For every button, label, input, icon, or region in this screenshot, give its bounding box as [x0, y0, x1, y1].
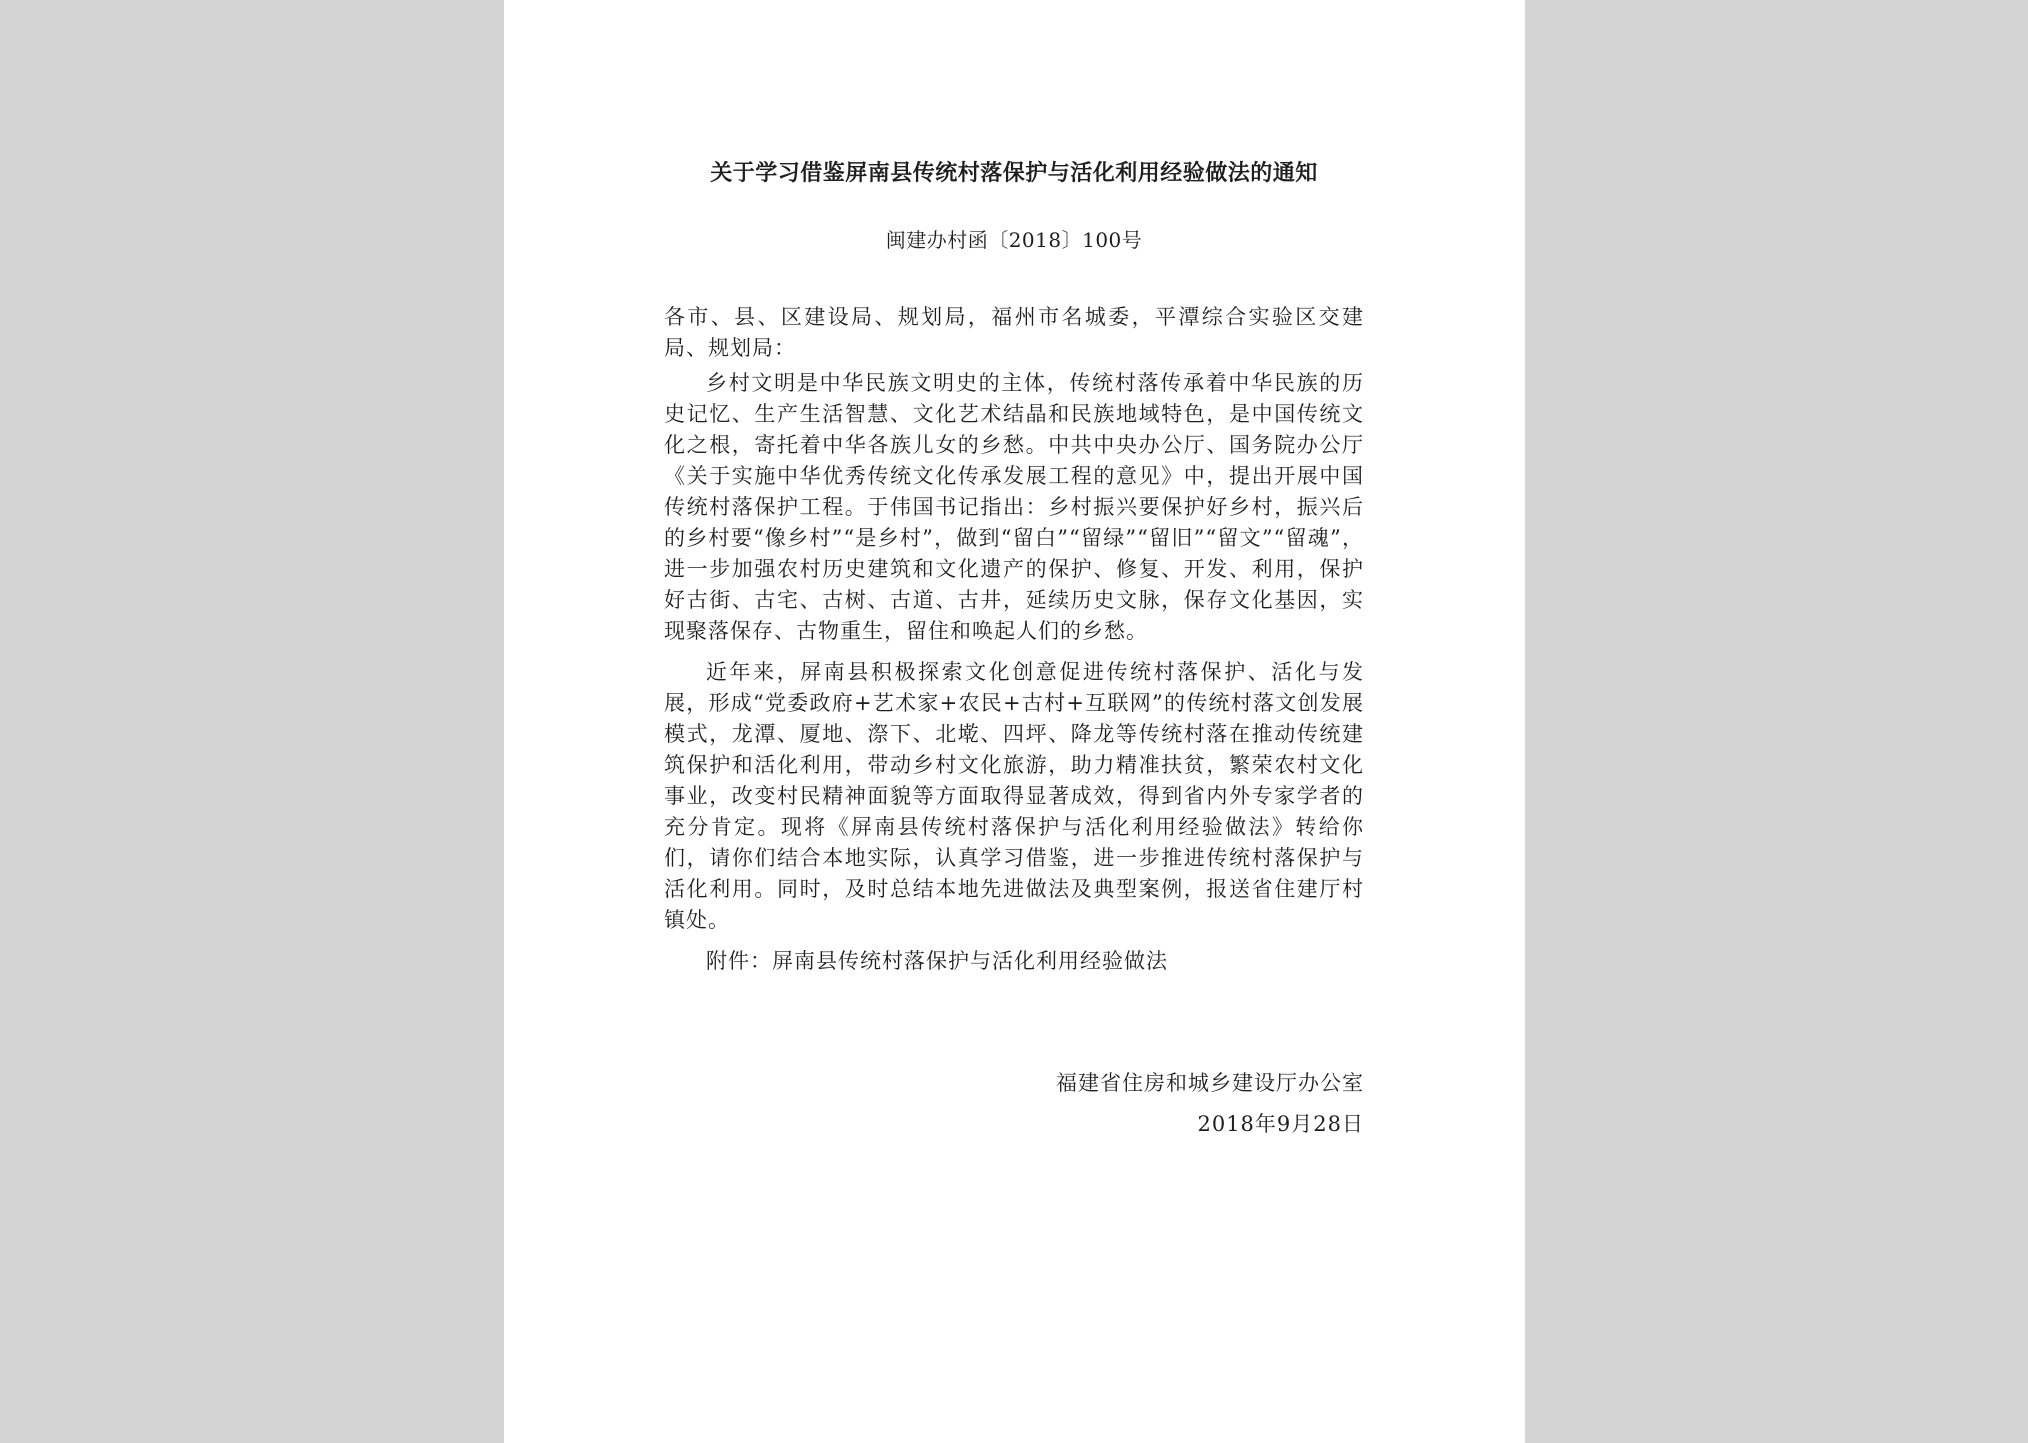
- issue-date: 2018年9月28日: [1197, 1112, 1364, 1136]
- attachment-line: 附件：屏南县传统村落保护与活化利用经验做法: [706, 949, 1168, 973]
- signature-block: [1056, 1063, 1364, 1145]
- document-body: [664, 302, 1364, 987]
- paragraph: 近年来，屏南县积极探索文化创意促进传统村落保护、活化与发展，形成“党委政府+艺术家+农民+古村+互联网”的传统村落文创发展模式，龙潭、厦地、漈下、北墘、四坪、降龙等传统村落在推动传统建筑保护和活化利用，带动乡村文化旅游，助力精准扶贫，繁荣农村文化事业，改变村民精神面貌等方面取得显著成效，得到省内外专家学者的充分肯定。现将《屏南县传统村落保护与活化利用经验做法》转给你们，请你们结合本地实际，认真学习借鉴，进一步推进传统村落保护与活化利用。同时，及时总结本地先进做法及典型案例，报送省住建厅村镇处。: [664, 660, 1364, 932]
- paragraph: 乡村文明是中华民族文明史的主体，传统村落传承着中华民族的历史记忆、生产生活智慧、文化艺术结晶和民族地域特色，是中国传统文化之根，寄托着中华各族儿女的乡愁。中共中央办公厅、国务院办公厅《关于实施中华优秀传统文化传承发展工程的意见》中，提出开展中国传统村落保护工程。于伟国书记指出：乡村振兴要保护好乡村，振兴后的乡村要“像乡村”“是乡村”，做到“留白”“留绿”“留旧”“留文”“留魂”，进一步加强农村历史建筑和文化遗产的保护、修复、开发、利用，保护好古街、古宅、古树、古道、古井，延续历史文脉，保存文化基因，实现聚落保存、古物重生，留住和唤起人们的乡愁。: [664, 371, 1364, 643]
- addressee: 各市、县、区建设局、规划局，福州市名城委，平潭综合实验区交建局、规划局：: [664, 305, 1364, 360]
- document-title: 关于学习借鉴屏南县传统村落保护与活化利用经验做法的通知: [710, 161, 1318, 186]
- issuer: 福建省住房和城乡建设厅办公室: [1056, 1071, 1364, 1095]
- document-page: [504, 0, 1525, 1443]
- document-number: 闽建办村函〔2018〕100号: [885, 228, 1143, 252]
